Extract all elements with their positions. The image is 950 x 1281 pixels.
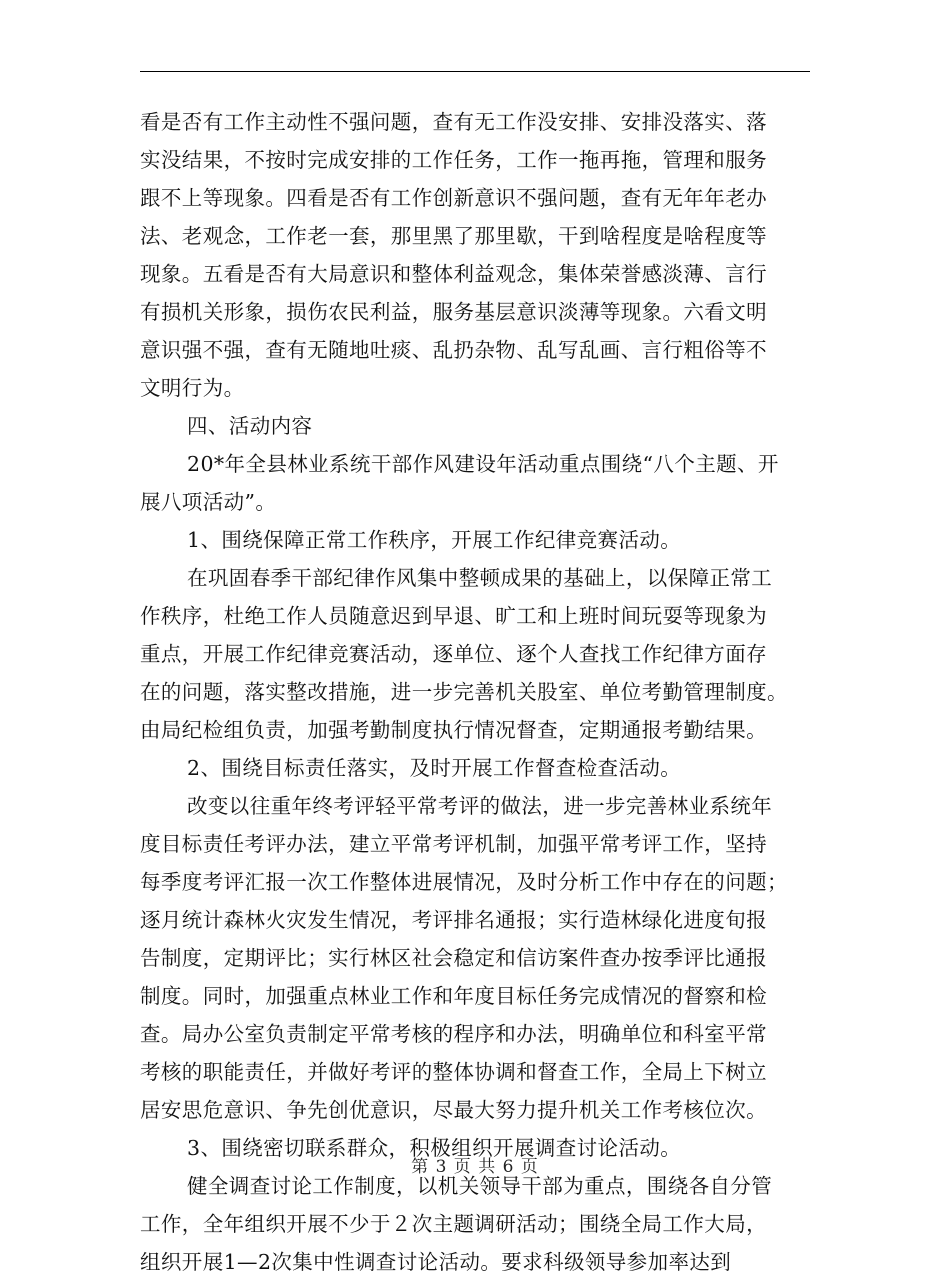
- text-line: 重点，开展工作纪律竞赛活动，逐单位、逐个人查找工作纪律方面存: [140, 642, 767, 666]
- text-line: 告制度，定期评比；实行林区社会稳定和信访案件查办按季评比通报: [140, 946, 767, 970]
- text-line: 文明行为。: [140, 376, 245, 400]
- text-line: 四、活动内容: [187, 414, 313, 438]
- text-line: 2、围绕目标责任落实，及时开展工作督查检查活动。: [187, 756, 682, 780]
- document-body: [140, 103, 810, 1281]
- text-line: 在巩固春季干部纪律作风集中整顿成果的基础上，以保障正常工: [187, 566, 773, 590]
- header-rule: [140, 71, 810, 72]
- text-line: 制度。同时，加强重点林业工作和年度目标任务完成情况的督察和检: [140, 984, 767, 1008]
- text-line: 考核的职能责任，并做好考评的整体协调和督查工作，全局上下树立: [140, 1060, 767, 1084]
- text-line: 由局纪检组负责，加强考勤制度执行情况督查，定期通报考勤结果。: [140, 718, 767, 742]
- text-line: 作秩序，杜绝工作人员随意迟到早退、旷工和上班时间玩耍等现象为: [140, 604, 767, 628]
- text-line: 看是否有工作主动性不强问题，查有无工作没安排、安排没落实、落: [140, 110, 767, 134]
- text-line: 健全调查讨论工作制度，以机关领导干部为重点，围绕各自分管: [187, 1174, 773, 1198]
- text-line: 在的问题，落实整改措施，进一步完善机关股室、单位考勤管理制度。: [140, 680, 788, 704]
- text-line: 实没结果，不按时完成安排的工作任务，工作一拖再拖，管理和服务: [140, 148, 767, 172]
- text-line: 工作，全年组织开展不少于２次主题调研活动；围绕全局工作大局，: [140, 1212, 767, 1236]
- text-line: 组织开展1—2次集中性调查讨论活动。要求科级领导参加率达到: [140, 1250, 732, 1274]
- text-line: 展八项活动”。: [140, 490, 277, 514]
- text-line: 法、老观念，工作老一套，那里黑了那里歇，干到啥程度是啥程度等: [140, 224, 767, 248]
- text-line: 逐月统计森林火灾发生情况，考评排名通报；实行造林绿化进度旬报: [140, 908, 767, 932]
- page-footer: 第 3 页 共 6 页: [411, 1157, 539, 1177]
- text-line: 意识强不强，查有无随地吐痰、乱扔杂物、乱写乱画、言行粗俗等不: [140, 338, 767, 362]
- text-line: 度目标责任考评办法，建立平常考评机制，加强平常考评工作，坚持: [140, 832, 767, 856]
- text-line: 有损机关形象，损伤农民利益，服务基层意识淡薄等现象。六看文明: [140, 300, 767, 324]
- text-line: 改变以往重年终考评轻平常考评的做法，进一步完善林业系统年: [187, 794, 773, 818]
- text-line: 1、围绕保障正常工作秩序，开展工作纪律竞赛活动。: [187, 528, 682, 552]
- text-line: 3、围绕密切联系群众，积极组织开展调查讨论活动。: [187, 1136, 682, 1160]
- text-line: 居安思危意识、争先创优意识，尽最大努力提升机关工作考核位次。: [140, 1098, 767, 1122]
- text-line: 查。局办公室负责制定平常考核的程序和办法，明确单位和科室平常: [140, 1022, 767, 1046]
- text-line: 20*年全县林业系统干部作风建设年活动重点围绕“八个主题、开: [187, 452, 779, 476]
- text-line: 每季度考评汇报一次工作整体进展情况，及时分析工作中存在的问题；: [140, 870, 788, 894]
- text-line: 跟不上等现象。四看是否有工作创新意识不强问题，查有无年年老办: [140, 186, 767, 210]
- text-line: 现象。五看是否有大局意识和整体利益观念，集体荣誉感淡薄、言行: [140, 262, 767, 286]
